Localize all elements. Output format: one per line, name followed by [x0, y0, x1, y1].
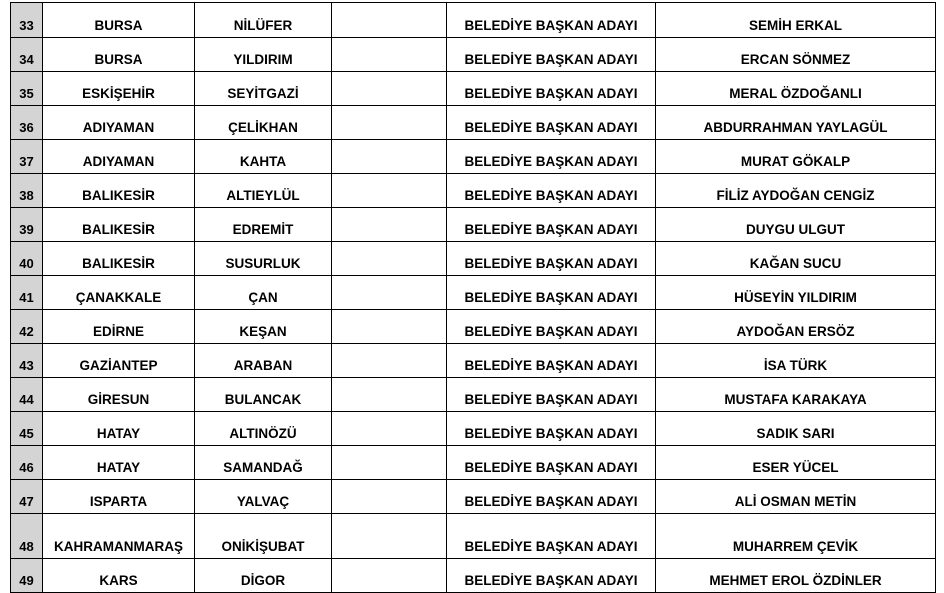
candidate-table-body	[11, 3, 936, 593]
position-cell[interactable]: BELEDİYE BAŞKAN ADAYI	[447, 106, 656, 140]
candidate-table	[10, 2, 936, 593]
table-row	[11, 480, 936, 514]
province-cell[interactable]: ÇANAKKALE	[43, 276, 195, 310]
empty-cell[interactable]	[332, 480, 447, 514]
province-cell[interactable]: HATAY	[43, 412, 195, 446]
province-cell[interactable]: KAHRAMANMARAŞ	[43, 514, 195, 559]
province-cell[interactable]: ADIYAMAN	[43, 106, 195, 140]
position-cell[interactable]: BELEDİYE BAŞKAN ADAYI	[447, 242, 656, 276]
empty-cell[interactable]	[332, 276, 447, 310]
district-cell[interactable]: ÇAN	[195, 276, 332, 310]
row-number-cell[interactable]: 38	[11, 174, 43, 208]
position-cell[interactable]: BELEDİYE BAŞKAN ADAYI	[447, 38, 656, 72]
district-cell[interactable]: SAMANDAĞ	[195, 446, 332, 480]
empty-cell[interactable]	[332, 559, 447, 593]
empty-cell[interactable]	[332, 38, 447, 72]
candidate-name-cell[interactable]: KAĞAN SUCU	[656, 242, 936, 276]
candidate-name-cell[interactable]: FİLİZ AYDOĞAN CENGİZ	[656, 174, 936, 208]
empty-cell[interactable]	[332, 3, 447, 38]
position-cell[interactable]: BELEDİYE BAŞKAN ADAYI	[447, 174, 656, 208]
row-number-cell[interactable]: 47	[11, 480, 43, 514]
district-cell[interactable]: ALTIEYLÜL	[195, 174, 332, 208]
position-cell[interactable]: BELEDİYE BAŞKAN ADAYI	[447, 276, 656, 310]
position-cell[interactable]: BELEDİYE BAŞKAN ADAYI	[447, 480, 656, 514]
province-cell[interactable]: KARS	[43, 559, 195, 593]
table-row	[11, 446, 936, 480]
table-row	[11, 344, 936, 378]
candidate-name-cell[interactable]: SEMİH ERKAL	[656, 3, 936, 38]
empty-cell[interactable]	[332, 174, 447, 208]
province-cell[interactable]: BALIKESİR	[43, 174, 195, 208]
candidate-name-cell[interactable]: DUYGU ULGUT	[656, 208, 936, 242]
empty-cell[interactable]	[332, 378, 447, 412]
province-cell[interactable]: ESKİŞEHİR	[43, 72, 195, 106]
row-number-cell[interactable]: 39	[11, 208, 43, 242]
row-number-cell[interactable]: 42	[11, 310, 43, 344]
row-number-cell[interactable]: 40	[11, 242, 43, 276]
position-cell[interactable]: BELEDİYE BAŞKAN ADAYI	[447, 3, 656, 38]
candidate-name-cell[interactable]: SADIK SARI	[656, 412, 936, 446]
position-cell[interactable]: BELEDİYE BAŞKAN ADAYI	[447, 514, 656, 559]
table-row	[11, 140, 936, 174]
table-row	[11, 174, 936, 208]
empty-cell[interactable]	[332, 514, 447, 559]
empty-cell[interactable]	[332, 72, 447, 106]
district-cell[interactable]: EDREMİT	[195, 208, 332, 242]
province-cell[interactable]: ADIYAMAN	[43, 140, 195, 174]
province-cell[interactable]: BURSA	[43, 38, 195, 72]
table-row	[11, 412, 936, 446]
row-number-cell[interactable]: 36	[11, 106, 43, 140]
table-row	[11, 378, 936, 412]
row-number-cell[interactable]: 45	[11, 412, 43, 446]
table-row	[11, 72, 936, 106]
district-cell[interactable]: YILDIRIM	[195, 38, 332, 72]
district-cell[interactable]: KEŞAN	[195, 310, 332, 344]
row-number-cell[interactable]: 41	[11, 276, 43, 310]
empty-cell[interactable]	[332, 106, 447, 140]
table-row	[11, 514, 936, 559]
position-cell[interactable]: BELEDİYE BAŞKAN ADAYI	[447, 208, 656, 242]
candidate-name-cell[interactable]: MUSTAFA KARAKAYA	[656, 378, 936, 412]
empty-cell[interactable]	[332, 446, 447, 480]
table-row	[11, 559, 936, 593]
candidate-name-cell[interactable]: MURAT GÖKALP	[656, 140, 936, 174]
row-number-cell[interactable]: 48	[11, 514, 43, 559]
district-cell[interactable]: ARABAN	[195, 344, 332, 378]
district-cell[interactable]: KAHTA	[195, 140, 332, 174]
row-number-cell[interactable]: 46	[11, 446, 43, 480]
candidate-name-cell[interactable]: MUHARREM ÇEVİK	[656, 514, 936, 559]
province-cell[interactable]: HATAY	[43, 446, 195, 480]
candidate-name-cell[interactable]: HÜSEYİN YILDIRIM	[656, 276, 936, 310]
position-cell[interactable]: BELEDİYE BAŞKAN ADAYI	[447, 310, 656, 344]
row-number-cell[interactable]: 33	[11, 3, 43, 38]
position-cell[interactable]: BELEDİYE BAŞKAN ADAYI	[447, 412, 656, 446]
province-cell[interactable]: BURSA	[43, 3, 195, 38]
district-cell[interactable]: ONİKİŞUBAT	[195, 514, 332, 559]
candidate-name-cell[interactable]: İSA TÜRK	[656, 344, 936, 378]
row-number-cell[interactable]: 43	[11, 344, 43, 378]
candidate-name-cell[interactable]: ESER YÜCEL	[656, 446, 936, 480]
candidate-name-cell[interactable]: ERCAN SÖNMEZ	[656, 38, 936, 72]
position-cell[interactable]: BELEDİYE BAŞKAN ADAYI	[447, 446, 656, 480]
row-number-cell[interactable]: 49	[11, 559, 43, 593]
candidate-name-cell[interactable]: ABDURRAHMAN YAYLAGÜL	[656, 106, 936, 140]
row-number-cell[interactable]: 44	[11, 378, 43, 412]
province-cell[interactable]: GİRESUN	[43, 378, 195, 412]
empty-cell[interactable]	[332, 208, 447, 242]
position-cell[interactable]: BELEDİYE BAŞKAN ADAYI	[447, 140, 656, 174]
province-cell[interactable]: BALIKESİR	[43, 208, 195, 242]
table-row	[11, 310, 936, 344]
empty-cell[interactable]	[332, 310, 447, 344]
empty-cell[interactable]	[332, 412, 447, 446]
candidate-name-cell[interactable]: AYDOĞAN ERSÖZ	[656, 310, 936, 344]
candidate-name-cell[interactable]: MEHMET EROL ÖZDİNLER	[656, 559, 936, 593]
district-cell[interactable]: NİLÜFER	[195, 3, 332, 38]
row-number-cell[interactable]: 35	[11, 72, 43, 106]
district-cell[interactable]: SUSURLUK	[195, 242, 332, 276]
position-cell[interactable]: BELEDİYE BAŞKAN ADAYI	[447, 344, 656, 378]
province-cell[interactable]: BALIKESİR	[43, 242, 195, 276]
position-cell[interactable]: BELEDİYE BAŞKAN ADAYI	[447, 72, 656, 106]
province-cell[interactable]: GAZİANTEP	[43, 344, 195, 378]
row-number-cell[interactable]: 37	[11, 140, 43, 174]
district-cell[interactable]: YALVAÇ	[195, 480, 332, 514]
empty-cell[interactable]	[332, 344, 447, 378]
province-cell[interactable]: ISPARTA	[43, 480, 195, 514]
empty-cell[interactable]	[332, 140, 447, 174]
district-cell[interactable]: ALTINÖZÜ	[195, 412, 332, 446]
candidate-name-cell[interactable]: ALİ OSMAN METİN	[656, 480, 936, 514]
table-row	[11, 276, 936, 310]
candidate-name-cell[interactable]: MERAL ÖZDOĞANLI	[656, 72, 936, 106]
table-row	[11, 3, 936, 38]
district-cell[interactable]: DİGOR	[195, 559, 332, 593]
empty-cell[interactable]	[332, 242, 447, 276]
table-row	[11, 38, 936, 72]
table-row	[11, 106, 936, 140]
province-cell[interactable]: EDİRNE	[43, 310, 195, 344]
table-row	[11, 208, 936, 242]
position-cell[interactable]: BELEDİYE BAŞKAN ADAYI	[447, 559, 656, 593]
row-number-cell[interactable]: 34	[11, 38, 43, 72]
table-row	[11, 242, 936, 276]
district-cell[interactable]: SEYİTGAZİ	[195, 72, 332, 106]
district-cell[interactable]: ÇELİKHAN	[195, 106, 332, 140]
position-cell[interactable]: BELEDİYE BAŞKAN ADAYI	[447, 378, 656, 412]
district-cell[interactable]: BULANCAK	[195, 378, 332, 412]
